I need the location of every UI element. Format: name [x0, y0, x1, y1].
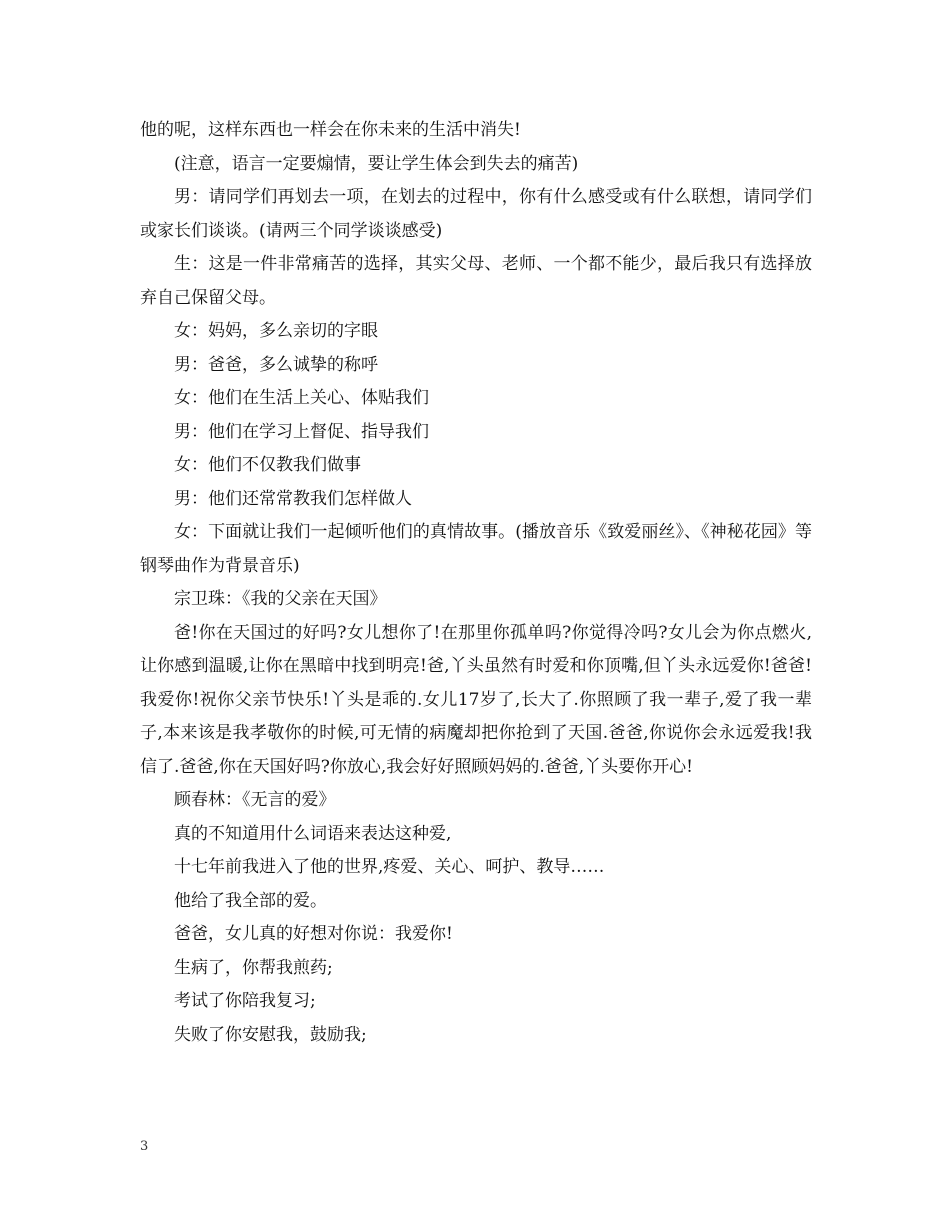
paragraph: 他的呢，这样东西也一样会在你未来的生活中消失! [140, 120, 521, 140]
paragraph: 宗卫珠：《我的父亲在天国》 [174, 589, 387, 609]
page-number: 3 [140, 1139, 149, 1154]
paragraph: 生：这是一件非常痛苦的选择，其实父母、老师、一个都不能少，最后我只有选择放弃自己保留父母。 [140, 254, 812, 308]
document-body [140, 114, 812, 1052]
paragraph: 女：他们在生活上关心、体贴我们 [174, 388, 429, 408]
paragraph: 男：请同学们再划去一项，在划去的过程中，你有什么感受或有什么联想，请同学们或家长们谈谈。(请两三个同学谈谈感受) [140, 187, 812, 241]
paragraph: (注意，语言一定要煽情，要让学生体会到失去的痛苦) [174, 153, 579, 174]
paragraph: 生病了，你帮我煎药; [174, 957, 333, 978]
paragraph: 真的不知道用什么词语来表达这种爱, [174, 823, 452, 844]
paragraph: 顾春林：《无言的爱》 [174, 790, 336, 810]
paragraph: 女：他们不仅教我们做事 [174, 455, 361, 475]
paragraph: 男：他们在学习上督促、指导我们 [174, 421, 429, 442]
paragraph: 他给了我全部的爱。 [174, 890, 327, 911]
paragraph: 爸爸，女儿真的好想对你说：我爱你! [174, 924, 453, 944]
paragraph: 女：下面就让我们一起倾听他们的真情故事。(播放音乐《致爱丽丝》、《神秘花园》等钢琴曲作为背景音乐) [140, 522, 812, 576]
paragraph: 失败了你安慰我，鼓励我; [174, 1024, 367, 1045]
paragraph: 男：爸爸，多么诚挚的称呼 [174, 354, 378, 375]
paragraph: 男：他们还常常教我们怎样做人 [174, 488, 412, 509]
paragraph: 十七年前我进入了他的世界,疼爱、关心、呵护、教导…… [174, 857, 605, 877]
paragraph: 女：妈妈，多么亲切的字眼 [174, 321, 378, 341]
paragraph: 考试了你陪我复习; [174, 991, 316, 1011]
paragraph: 爸!你在天国过的好吗?女儿想你了!在那里你孤单吗?你觉得冷吗?女儿会为你点燃火,让你感到温暖,让你在黑暗中找到明亮!爸,丫头虽然有时爱和你顶嘴,但丫头永远爱你!爸爸!我爱你!祝你父亲节快乐!丫头是乖的.女儿17岁了,长大了.你照顾了我一辈子,爱了我一辈子,本来该是我孝敬你的时候,可无情的病魔却把你抢到了天国.爸爸,你说你会永远爱我!我信了.爸爸,你在天国好吗?你放心,我会好好照顾妈妈的.爸爸,丫头要你开心! [140, 622, 812, 777]
